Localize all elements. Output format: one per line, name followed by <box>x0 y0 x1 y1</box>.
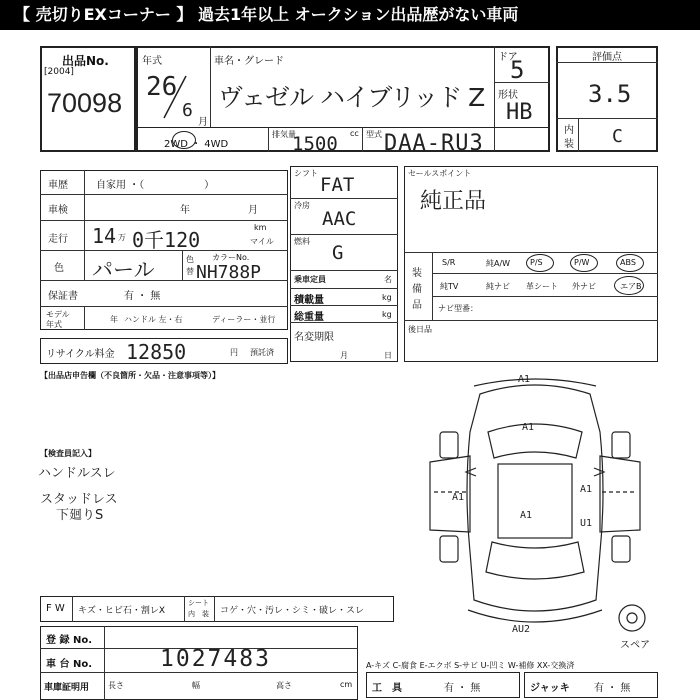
damage-mark: A1 <box>522 422 535 433</box>
equip-ps: P/S <box>530 258 543 267</box>
model-value: ヴェゼル ハイブリッド Z <box>218 83 485 112</box>
sales-point-value: 純正品 <box>420 189 487 214</box>
equip-aw: 純A/W <box>486 259 511 268</box>
interior-label: 内 <box>564 125 574 136</box>
doors-label: ドア <box>498 52 518 63</box>
tools-options: 有 ・ 無 <box>444 683 481 694</box>
divider <box>362 127 363 152</box>
mileage-mile: マイル <box>250 237 274 246</box>
color-change-label: 色 <box>186 255 194 264</box>
displacement-value: 1500 <box>292 133 338 155</box>
chassis-label: 車 台 No. <box>46 659 93 670</box>
shape-value: HB <box>506 100 533 125</box>
cert-label: 車庫証明用 <box>44 683 90 693</box>
shift-value: FAT <box>320 174 355 196</box>
capacity-unit: 名 <box>384 275 392 284</box>
color-label: 色 <box>54 263 64 274</box>
load-unit: kg <box>382 293 392 302</box>
mileage-label: 走行 <box>48 234 68 245</box>
divider <box>404 320 658 321</box>
equip-abs-circle <box>616 254 644 272</box>
divider <box>84 170 85 280</box>
displacement-label: 排気量 <box>272 130 296 139</box>
name-change-day: 日 <box>384 351 392 360</box>
handle-options: ハンドル 左・右 <box>124 315 183 324</box>
divider <box>184 596 185 622</box>
divider <box>182 250 183 280</box>
date-slash <box>160 74 190 120</box>
equip-pw-circle <box>570 254 598 272</box>
divider <box>210 46 211 127</box>
equip-airbag: エアB <box>620 282 642 291</box>
damage-mark: AU2 <box>512 624 531 635</box>
doors-value: 5 <box>510 56 525 84</box>
fuel-label: 燃料 <box>294 237 310 246</box>
equip-ext-navi: 外ナビ <box>572 282 596 291</box>
page-header <box>0 0 700 30</box>
spare-label: スペア <box>620 640 650 651</box>
color-no-value: NH788P <box>196 262 262 283</box>
aircon-label: 冷房 <box>294 201 310 210</box>
type-value: DAA-RU3 <box>384 131 484 156</box>
model-year-label: 年式 <box>46 320 62 329</box>
divider <box>578 118 579 152</box>
mileage-rest: 0千120 <box>132 228 201 252</box>
car-damage-diagram <box>410 372 660 640</box>
inspection-year-unit: 年 <box>180 205 190 216</box>
interior-label: 装 <box>564 139 574 150</box>
gross-unit: kg <box>382 310 392 319</box>
aircon-value: AAC <box>322 208 357 230</box>
divider <box>72 596 73 622</box>
inspector-label: 【検査員記入】 <box>40 449 96 458</box>
equipment-label-3: 品 <box>412 300 422 311</box>
model-label: 車名・グレード <box>214 56 284 67</box>
interior-value: C <box>612 126 623 147</box>
cert-width: 幅 <box>192 681 200 690</box>
name-change-label: 名変期限 <box>294 332 334 343</box>
lot-year-tag: [2004] <box>44 67 74 77</box>
fw-label: F W <box>46 603 65 614</box>
history-label: 車歴 <box>48 180 68 191</box>
equip-ps-circle <box>526 254 554 272</box>
color-no-label: カラーNo. <box>212 253 250 262</box>
inspector-line: スタッドレス <box>40 492 118 507</box>
divider <box>104 626 105 700</box>
equip-navi: 純ナビ <box>486 282 510 291</box>
inspector-line: ハンドルスレ <box>38 466 116 481</box>
chassis-value: 1027483 <box>160 646 271 672</box>
recycle-value: 12850 <box>126 340 187 364</box>
divider <box>40 220 288 221</box>
warranty-label: 保証書 <box>48 291 78 302</box>
capacity-label: 乗車定員 <box>294 275 326 284</box>
equip-abs: ABS <box>620 258 636 267</box>
divider <box>290 270 398 271</box>
navi-model-label: ナビ型番： <box>438 304 478 313</box>
divider <box>40 672 358 673</box>
seat-text: コゲ・穴・汚レ・シミ・破レ・スレ <box>220 606 365 616</box>
cert-unit: cm <box>340 680 353 689</box>
type-label: 型式 <box>366 130 382 139</box>
month-suffix: 月 <box>198 117 208 128</box>
name-change-month: 月 <box>340 351 348 360</box>
seat-label: シート <box>188 599 209 607</box>
drive-selected-circle <box>172 131 196 149</box>
month-value: 6 <box>182 100 193 121</box>
cert-height: 高さ <box>276 681 292 690</box>
equip-pw: P/W <box>574 258 590 267</box>
tools-label: 工 具 <box>372 683 402 694</box>
divider <box>84 306 85 330</box>
fuel-value: G <box>332 242 344 264</box>
divider <box>432 296 658 297</box>
damage-mark: A1 <box>518 374 531 385</box>
equipment-label-2: 備 <box>412 284 422 295</box>
warranty-options: 有 ・ 無 <box>124 291 161 302</box>
divider <box>432 252 433 320</box>
color-value: パール <box>92 258 155 282</box>
lot-number: 70098 <box>47 88 123 118</box>
shift-label: シフト <box>294 169 318 178</box>
divider <box>40 194 288 195</box>
model-year-unit: 年 <box>110 315 118 324</box>
mileage-man-unit: 万 <box>118 233 126 242</box>
damage-mark: A1 <box>580 484 593 495</box>
seat-label: 内 装 <box>188 610 209 618</box>
fw-text: キズ・ヒビ石・割レX <box>78 606 165 616</box>
equip-tv: 純TV <box>440 282 459 291</box>
score-label: 評価点 <box>592 52 622 63</box>
equip-airbag-circle <box>614 276 644 295</box>
load-label: 積載量 <box>294 295 324 306</box>
drive-options: 2WD ・ 4WD <box>164 139 229 150</box>
shape-label: 形状 <box>498 90 518 101</box>
damage-mark: A1 <box>520 510 533 521</box>
divider <box>432 273 658 274</box>
mileage-man: 14 <box>92 224 117 248</box>
equip-sr: S/R <box>442 258 456 267</box>
dealer-options: ディーラー・並行 <box>212 315 276 324</box>
displacement-unit: cc <box>350 129 359 138</box>
gross-label: 総重量 <box>294 312 324 323</box>
divider <box>290 198 398 199</box>
equip-leather: 革シート <box>526 282 558 291</box>
year-value: 26 <box>146 72 178 102</box>
divider <box>404 252 658 253</box>
recycle-label: リサイクル料金 <box>46 349 115 360</box>
jack-options: 有 ・ 無 <box>594 683 631 694</box>
score-value: 3.5 <box>588 80 632 108</box>
damage-mark: A1 <box>452 492 465 503</box>
model-year-label: モデル <box>46 310 70 319</box>
inspector-line: 下廻りS <box>56 508 104 523</box>
color-change-label: 替 <box>186 267 194 276</box>
recycle-deposited: 預託済 <box>250 348 274 357</box>
cert-length: 長さ <box>108 681 124 690</box>
post-install-label: 後日品 <box>408 325 432 334</box>
sales-point-label: セールスポイント <box>408 169 472 178</box>
recycle-unit: 円 <box>230 348 238 357</box>
jack-label: ジャッキ <box>530 683 570 694</box>
mileage-km: km <box>254 223 267 232</box>
inspection-month-unit: 月 <box>248 205 258 216</box>
lot-label: 出品No. <box>62 54 109 68</box>
header-title: 【 売切りEXコーナー 】 過去1年以上 オークション出品歴がない車両 <box>14 5 519 24</box>
divider <box>290 234 398 235</box>
equipment-label-1: 装 <box>412 268 422 279</box>
history-value: 自家用 ・（ ） <box>96 180 215 191</box>
divider <box>290 288 398 289</box>
divider <box>214 596 215 622</box>
notes-label: 【出品店申告欄（不良箇所・欠品・注意事項等）】 <box>40 371 220 380</box>
damage-mark: U1 <box>580 518 593 529</box>
registration-label: 登 録 No. <box>46 635 93 646</box>
damage-legend: A-キズ C-腐食 E-エクボ S-サビ U-凹ミ W-補修 XX-交換済 <box>366 661 575 670</box>
divider <box>40 306 288 307</box>
divider <box>268 127 269 152</box>
year-label: 年式 <box>142 56 162 67</box>
inspection-label: 車検 <box>48 205 68 216</box>
divider <box>556 118 658 119</box>
